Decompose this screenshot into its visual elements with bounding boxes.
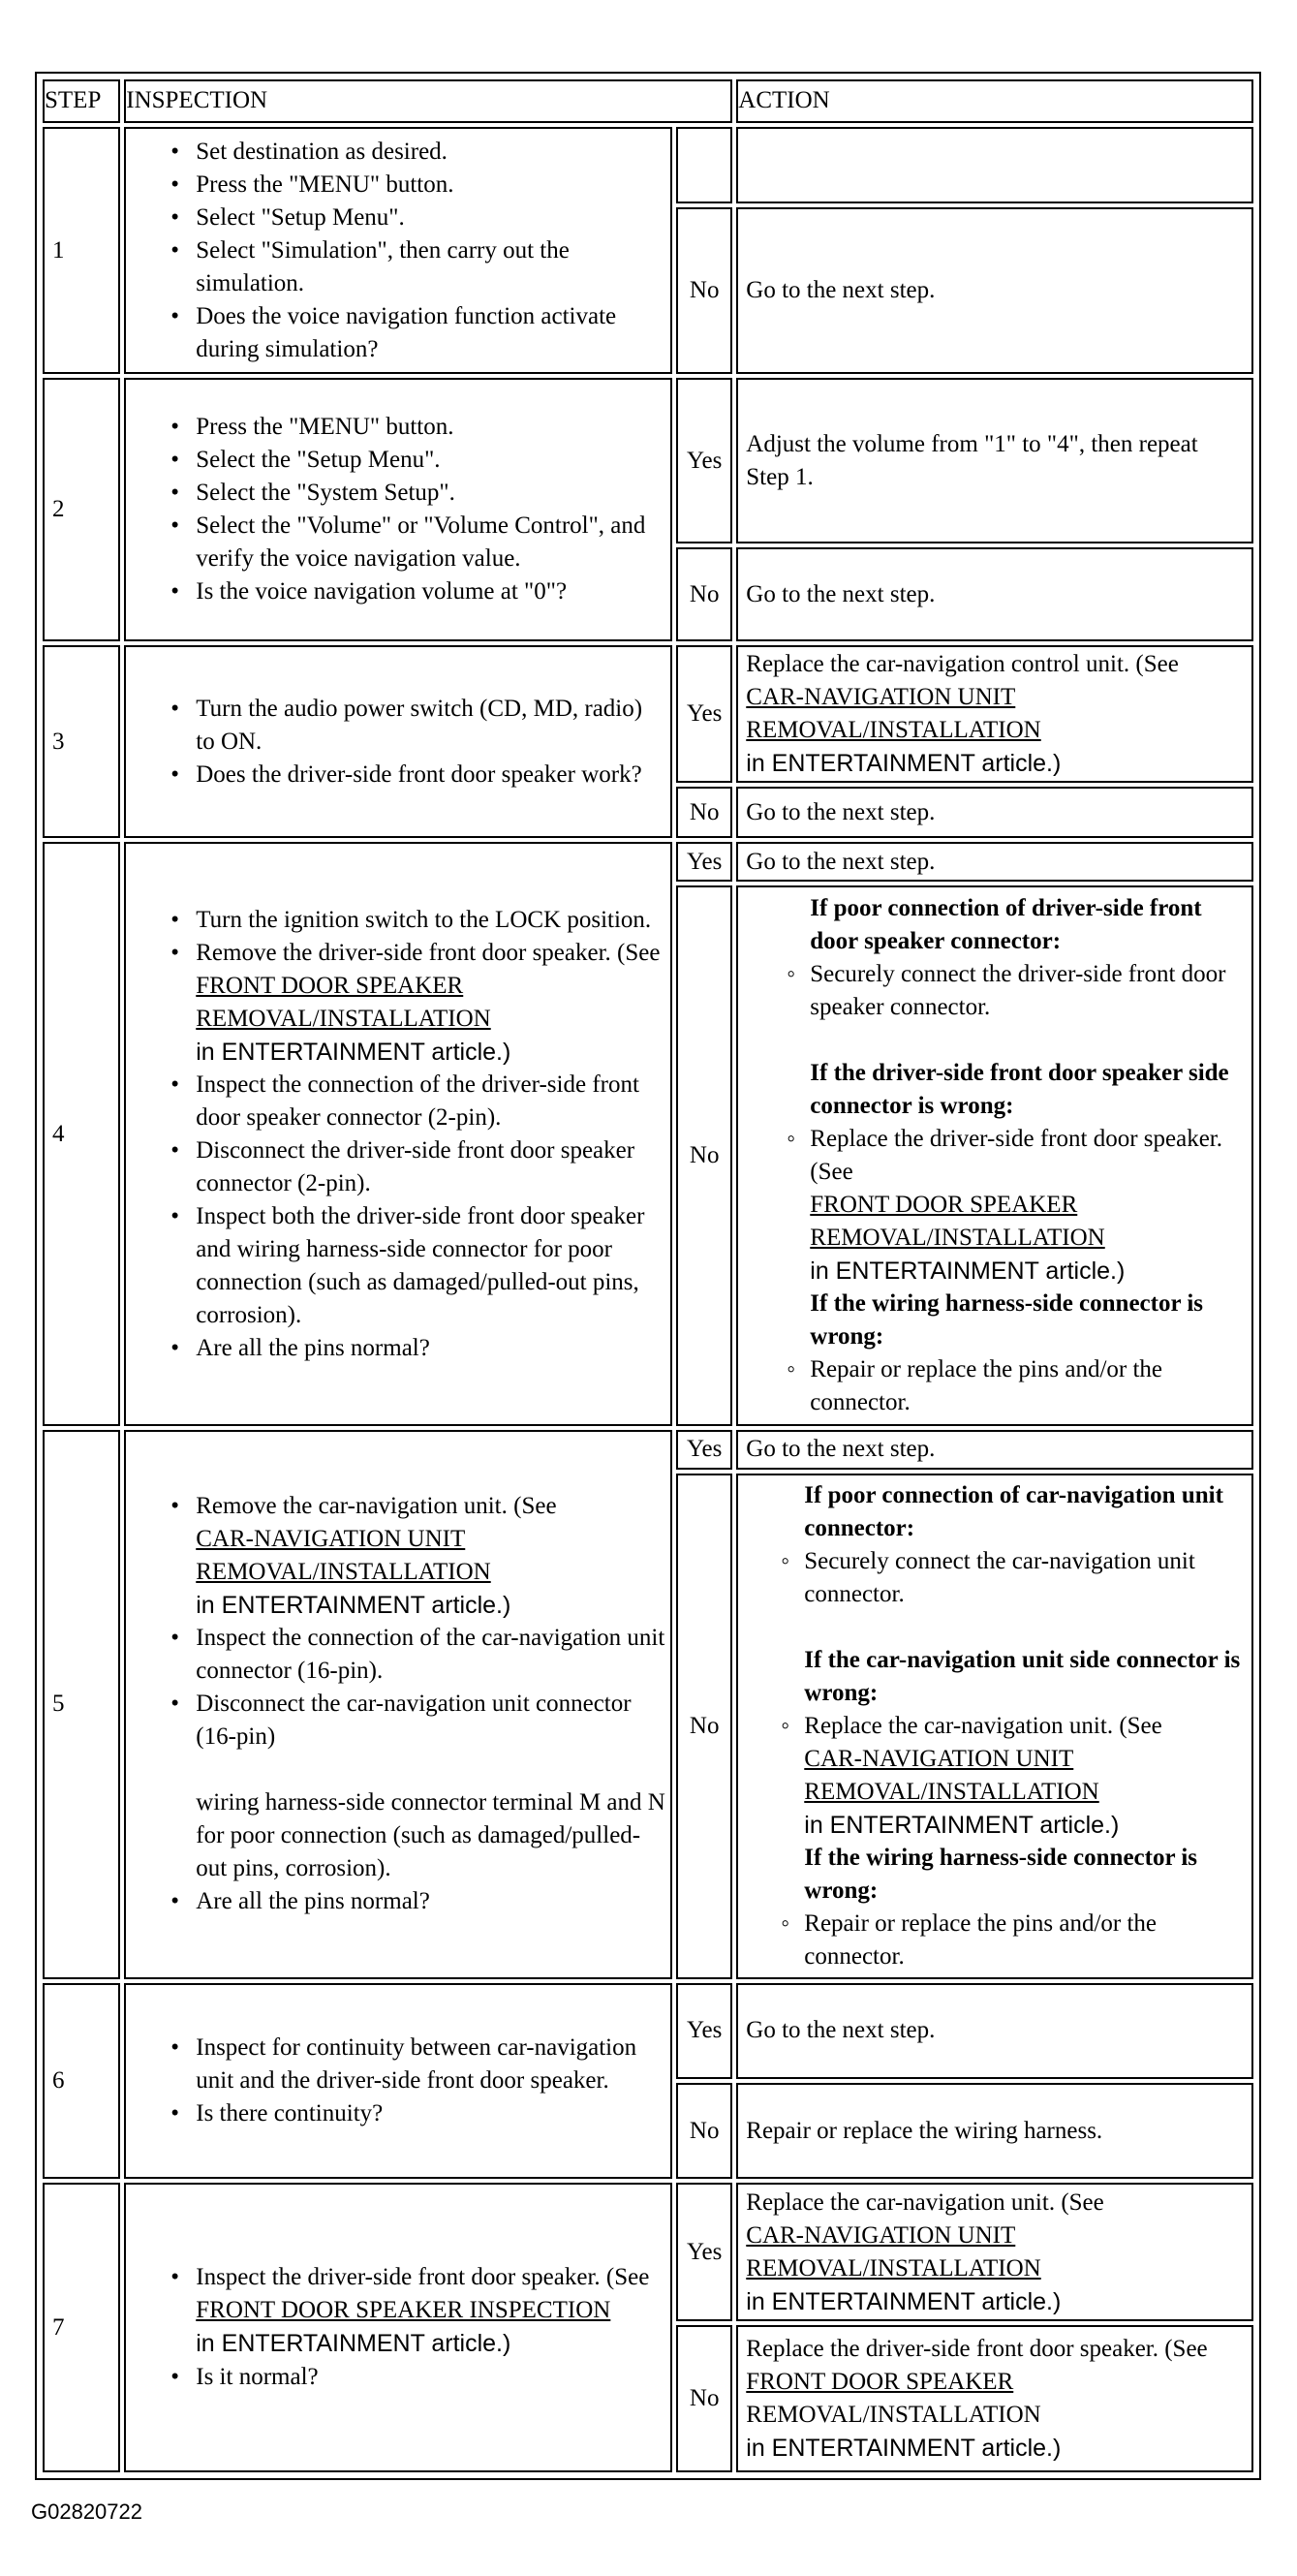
inspection-item: • Select "Setup Menu".	[196, 202, 666, 234]
step-4-inspection	[124, 842, 672, 1426]
inspection-item: • Turn the ignition switch to the LOCK position.	[196, 904, 666, 937]
answer-no: No	[676, 2083, 732, 2179]
action-empty	[736, 127, 1253, 203]
action-text: Go to the next step.	[736, 1430, 1253, 1470]
condition-heading: If poor connection of driver-side front door speaker connector:	[810, 895, 1202, 955]
answer-yes: Yes	[676, 1983, 732, 2079]
ref-suffix: in ENTERTAINMENT article.)	[804, 1811, 1120, 1839]
header-inspection: INSPECTION	[124, 79, 732, 123]
condition-item: ◦ Repair or replace the pins and/or the connector.	[804, 1908, 1244, 1973]
answer-no: No	[676, 207, 732, 375]
inspection-item: • Inspect the connection of the car-navigation unit connector (16-pin).	[196, 1622, 666, 1688]
answer-empty	[676, 127, 732, 203]
step-3-inspection	[124, 645, 672, 838]
answer-no: No	[676, 787, 732, 838]
condition-heading: If the driver-side front door speaker side connector is wrong:	[810, 1060, 1229, 1120]
action-text: Replace the car-navigation unit. (See	[746, 2188, 1104, 2216]
diagnostic-table	[39, 76, 1257, 2476]
ref-link-car-navigation-removal[interactable]: CAR-NAVIGATION UNIT REMOVAL/INSTALLATION	[746, 2221, 1041, 2281]
action-cell	[736, 885, 1253, 1426]
header-row	[43, 79, 1253, 123]
inspection-item: • Are all the pins normal?	[196, 1332, 666, 1365]
inspection-item: • Is there continuity?	[196, 2097, 666, 2130]
ref-suffix: in ENTERTAINMENT article.)	[810, 1257, 1126, 1286]
inspection-item	[196, 1688, 666, 1885]
step-7-inspection	[124, 2183, 672, 2472]
step-1-inspection	[124, 127, 672, 375]
inspection-item	[196, 937, 666, 1069]
step-6-row	[43, 1983, 1253, 2079]
condition-item	[804, 1710, 1244, 1842]
action-text: Replace the car-navigation control unit. (See	[746, 651, 1179, 678]
inspection-item: • Select the "Volume" or "Volume Control", and verify the voice navigation value.	[196, 510, 666, 575]
step-number: 6	[43, 1983, 120, 2180]
inspection-item: • Does the driver-side front door speaker work?	[196, 759, 666, 791]
inspection-item: • Select the "Setup Menu".	[196, 444, 666, 477]
inspection-text: Remove the driver-side front door speaker. (See	[196, 939, 661, 966]
action-text: Repair or replace the wiring harness.	[736, 2083, 1253, 2179]
step-number: 3	[43, 645, 120, 838]
answer-no: No	[676, 547, 732, 641]
inspection-item: • Inspect both the driver-side front door speaker and wiring harness-side connector for poor connection (such as damaged/pulled-out pins, corrosion).	[196, 1200, 666, 1332]
inspection-text: Remove the car-navigation unit. (See	[196, 1493, 557, 1520]
ref-link-front-door-speaker[interactable]: FRONT DOOR SPEAKER	[746, 2368, 1014, 2395]
inspection-item: • Inspect for continuity between car-navigation unit and the driver-side front door speaker.	[196, 2032, 666, 2097]
step-5-inspection	[124, 1430, 672, 1978]
inspection-text: wiring harness-side connector terminal M and N for poor connection (such as damaged/pulled-out pins, corrosion).	[196, 1789, 665, 1882]
ref-link-car-navigation-removal[interactable]: CAR-NAVIGATION UNIT REMOVAL/INSTALLATION	[196, 1526, 491, 1586]
inspection-item: • Does the voice navigation function activate during simulation?	[196, 300, 666, 366]
condition-item: ◦ Securely connect the driver-side front door speaker connector.	[810, 958, 1244, 1024]
action-text: Go to the next step.	[736, 787, 1253, 838]
ref-link-removal-installation[interactable]: REMOVAL/INSTALLATION	[746, 2401, 1041, 2428]
ref-suffix: in ENTERTAINMENT article.)	[196, 2330, 511, 2358]
action-cell	[736, 2325, 1253, 2472]
inspection-text: • Disconnect the car-navigation unit connector (16-pin)	[196, 1691, 632, 1751]
inspection-item: • Are all the pins normal?	[196, 1885, 666, 1918]
answer-yes: Yes	[676, 645, 732, 783]
step-number: 5	[43, 1430, 120, 1978]
answer-no: No	[676, 2325, 732, 2472]
action-cell	[736, 1474, 1253, 1979]
step-number: 4	[43, 842, 120, 1426]
step-1-row	[43, 127, 1253, 203]
condition-item	[810, 1123, 1244, 1288]
answer-no: No	[676, 1474, 732, 1979]
ref-link-car-navigation-removal[interactable]: CAR-NAVIGATION UNIT REMOVAL/INSTALLATION	[804, 1745, 1099, 1805]
answer-yes: Yes	[676, 1430, 732, 1470]
step-number: 2	[43, 378, 120, 641]
condition-item: ◦ Securely connect the car-navigation unit connector.	[804, 1545, 1244, 1611]
condition-text: Replace the driver-side front door speaker. (See	[810, 1126, 1222, 1186]
inspection-item: • Is the voice navigation volume at "0"?	[196, 575, 666, 608]
inspection-item: • Disconnect the driver-side front door speaker connector (2-pin).	[196, 1134, 666, 1200]
condition-heading: If the wiring harness-side connector is wrong:	[810, 1290, 1204, 1350]
answer-no: No	[676, 885, 732, 1426]
inspection-item: • Press the "MENU" button.	[196, 411, 666, 444]
step-6-inspection	[124, 1983, 672, 2180]
condition-heading: If the car-navigation unit side connector is wrong:	[804, 1646, 1241, 1706]
step-number: 1	[43, 127, 120, 375]
ref-link-car-navigation-removal[interactable]: CAR-NAVIGATION UNIT REMOVAL/INSTALLATION	[746, 684, 1041, 744]
inspection-item: • Is it normal?	[196, 2361, 666, 2394]
header-action: ACTION	[736, 79, 1253, 123]
answer-yes: Yes	[676, 842, 732, 882]
inspection-item	[196, 1490, 666, 1622]
condition-text: Replace the car-navigation unit. (See	[804, 1712, 1162, 1739]
ref-link-front-door-speaker-removal[interactable]: FRONT DOOR SPEAKER REMOVAL/INSTALLATION	[810, 1192, 1105, 1252]
inspection-item: • Turn the audio power switch (CD, MD, radio) to ON.	[196, 693, 666, 759]
inspection-item	[196, 2261, 666, 2361]
inspection-item: • Press the "MENU" button.	[196, 169, 666, 202]
step-7-row	[43, 2183, 1253, 2320]
answer-yes: Yes	[676, 378, 732, 543]
action-cell	[736, 645, 1253, 783]
ref-suffix: in ENTERTAINMENT article.)	[746, 2434, 1062, 2462]
step-2-inspection	[124, 378, 672, 641]
diagnostic-table-frame	[35, 72, 1261, 2480]
step-4-row	[43, 842, 1253, 882]
inspection-item: • Inspect the connection of the driver-side front door speaker connector (2-pin).	[196, 1069, 666, 1134]
ref-link-front-door-speaker-removal[interactable]: FRONT DOOR SPEAKER REMOVAL/INSTALLATION	[196, 972, 491, 1032]
action-text: Go to the next step.	[736, 547, 1253, 641]
ref-suffix: in ENTERTAINMENT article.)	[746, 2287, 1062, 2315]
action-text: Adjust the volume from "1" to "4", then repeat Step 1.	[736, 378, 1253, 543]
ref-suffix: in ENTERTAINMENT article.)	[746, 750, 1062, 778]
figure-id: G02820722	[31, 2499, 142, 2524]
action-text: Replace the driver-side front door speaker. (See	[746, 2335, 1208, 2362]
action-cell	[736, 2183, 1253, 2320]
inspection-item: • Select "Simulation", then carry out the simulation.	[196, 234, 666, 300]
ref-suffix: in ENTERTAINMENT article.)	[196, 1592, 511, 1620]
action-text: Go to the next step.	[736, 1983, 1253, 2079]
action-text: Go to the next step.	[736, 842, 1253, 882]
answer-yes: Yes	[676, 2183, 732, 2320]
condition-heading: If the wiring harness-side connector is wrong:	[804, 1844, 1198, 1904]
step-5-row	[43, 1430, 1253, 1470]
inspection-item: • Set destination as desired.	[196, 136, 666, 169]
condition-heading: If poor connection of car-navigation unit connector:	[804, 1481, 1223, 1541]
inspection-item: • Select the "System Setup".	[196, 477, 666, 510]
step-2-row	[43, 378, 1253, 543]
ref-link-front-door-speaker-inspection[interactable]: FRONT DOOR SPEAKER INSPECTION	[196, 2297, 611, 2324]
condition-item: ◦ Repair or replace the pins and/or the connector.	[810, 1353, 1244, 1419]
ref-suffix: in ENTERTAINMENT article.)	[196, 1038, 511, 1066]
action-text: Go to the next step.	[736, 207, 1253, 375]
header-step: STEP	[43, 79, 120, 123]
inspection-text: Inspect the driver-side front door speaker. (See	[196, 2264, 650, 2291]
step-number: 7	[43, 2183, 120, 2472]
step-3-row	[43, 645, 1253, 783]
